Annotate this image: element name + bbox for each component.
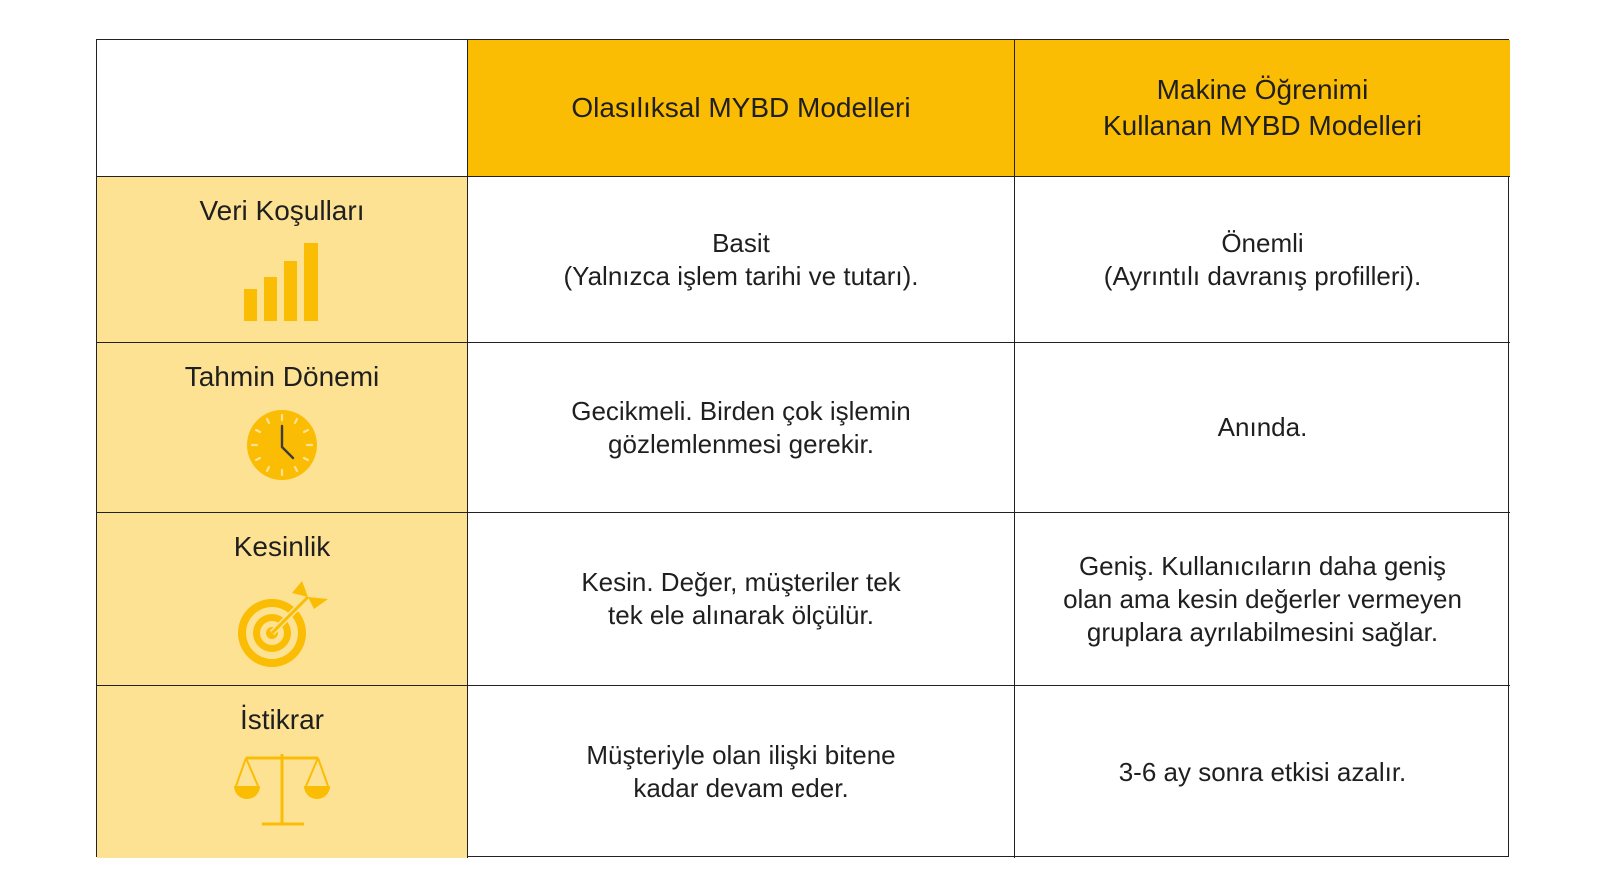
row-label: Tahmin Dönemi	[184, 361, 380, 392]
cell-probabilistic-prediction-period: Gecikmeli. Birden çok işlemin gözlemlenmesi gerekir.	[468, 343, 1015, 513]
cell-ml-precision: Geniş. Kullanıcıların daha geniş olan ama kesin değerler vermeyen gruplara ayrılabilmesini sağlar.	[1015, 513, 1510, 686]
row-label: Kesinlik	[233, 531, 331, 562]
row-header-precision	[97, 513, 468, 686]
balance-scale-icon	[232, 752, 332, 828]
column-header-probabilistic: Olasılıksal MYBD Modelleri	[468, 40, 1015, 177]
row-header-data-conditions	[97, 177, 468, 343]
row-label: İstikrar	[240, 704, 324, 735]
cell-ml-data-conditions: Önemli (Ayrıntılı davranış profilleri).	[1015, 177, 1510, 343]
bar-chart-icon	[242, 243, 322, 321]
table-corner-cell	[97, 40, 468, 177]
row-header-prediction-period	[97, 343, 468, 513]
cell-probabilistic-precision: Kesin. Değer, müşteriler tek tek ele alınarak ölçülür.	[468, 513, 1015, 686]
row-label: Veri Koşulları	[199, 195, 365, 226]
comparison-table	[96, 39, 1509, 857]
row-header-stability	[97, 686, 468, 858]
cell-ml-prediction-period: Anında.	[1015, 343, 1510, 513]
target-icon	[234, 579, 330, 671]
cell-probabilistic-stability: Müşteriyle olan ilişki bitene kadar devam eder.	[468, 686, 1015, 858]
clock-icon	[246, 409, 318, 481]
column-header-machine-learning: Makine Öğrenimi Kullanan MYBD Modelleri	[1015, 40, 1510, 177]
cell-probabilistic-data-conditions: Basit (Yalnızca işlem tarihi ve tutarı).	[468, 177, 1015, 343]
cell-ml-stability: 3-6 ay sonra etkisi azalır.	[1118, 756, 1407, 787]
